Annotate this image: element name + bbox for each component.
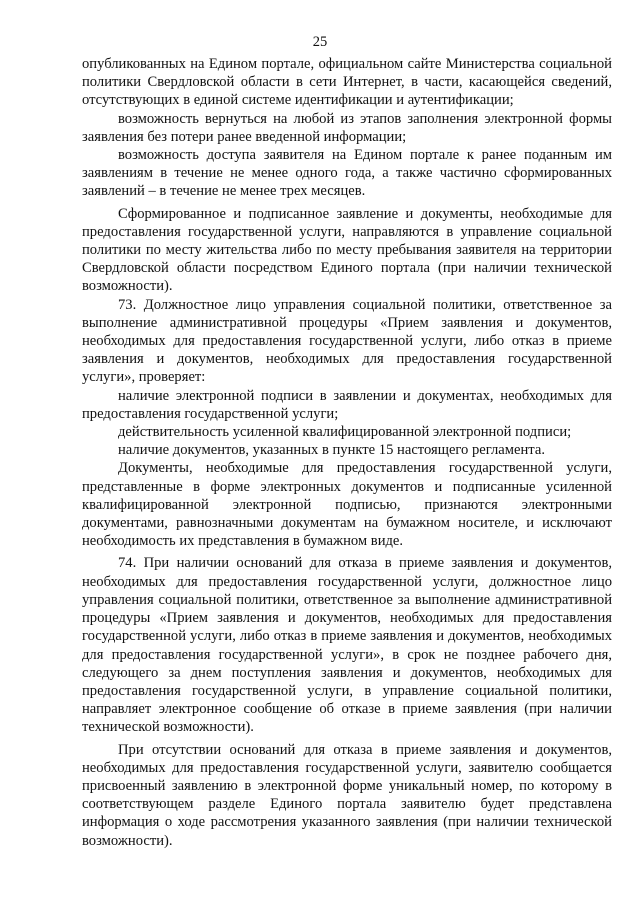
paragraph: опубликованных на Едином портале, официальном сайте Министерства социальной политики Свердловской области в сети Интернет, в части, касающейся сведений, отсутствующих в единой системе идентификации и аутентификации; bbox=[82, 56, 612, 109]
paragraph: возможность вернуться на любой из этапов заполнения электронной формы заявления без потери ранее введенной информации; bbox=[82, 110, 612, 145]
paragraph: действительность усиленной квалифицированной электронной подписи; bbox=[118, 424, 572, 441]
body-text bbox=[82, 55, 612, 850]
paragraph: 74. При наличии оснований для отказа в приеме заявления и документов, необходимых для предоставления государственной услуги, должностное лицо управления социальной политики, ответственное за выполнение административной процедуры «Прием заявления и документов, необходимых для предоставления государственной услуги, либо отказ в приеме заявления и документов, необходимых для предоставления государственной услуги», в срок не позднее рабочего дня, следующего за днем поступления заявления и документов, необходимых для предоставления государственной услуги, в управление социальной политики, направляет электронное сообщение об отказе в приеме заявления (при наличии технической возможности). bbox=[82, 555, 612, 736]
paragraph: Документы, необходимые для предоставления государственной услуги, представленные в форме электронных документов и подписанные усиленной квалифицированной электронной подписью, признаются электронными документами, равнозначными документам на бумажном носителе, и исключают необходимость их представления в бумажном виде. bbox=[82, 460, 612, 550]
paragraph: наличие электронной подписи в заявлении и документах, необходимых для предоставления государственной услуги; bbox=[82, 387, 612, 422]
page-number: 25 bbox=[312, 34, 328, 50]
paragraph: При отсутствии оснований для отказа в приеме заявления и документов, необходимых для предоставления государственной услуги, заявителю сообщается присвоенный заявлению в электронной форме уникальный номер, по которому в соответствующем разделе Единого портала заявителю будет представлена информация о ходе рассмотрения указанного заявления (при наличии технической возможности). bbox=[82, 741, 612, 849]
paragraph: наличие документов, указанных в пункте 15 настоящего регламента. bbox=[118, 442, 545, 459]
paragraph: возможность доступа заявителя на Едином портале к ранее поданным им заявлениям в течение не менее одного года, а также частично сформированных заявлений – в течение не менее трех месяцев. bbox=[82, 147, 612, 200]
paragraph: Сформированное и подписанное заявление и документы, необходимые для предоставления государственной услуги, направляются в управление социальной политики по месту жительства либо по месту пребывания заявителя на территории Свердловской области посредством Единого портала (при наличии технической возможности). bbox=[82, 205, 612, 295]
paragraph: 73. Должностное лицо управления социальной политики, ответственное за выполнение административной процедуры «Прием заявления и документов, необходимых для предоставления государственной услуги, либо отказ в приеме заявления и документов, необходимых для предоставления государственной услуги», проверяет: bbox=[82, 296, 612, 386]
